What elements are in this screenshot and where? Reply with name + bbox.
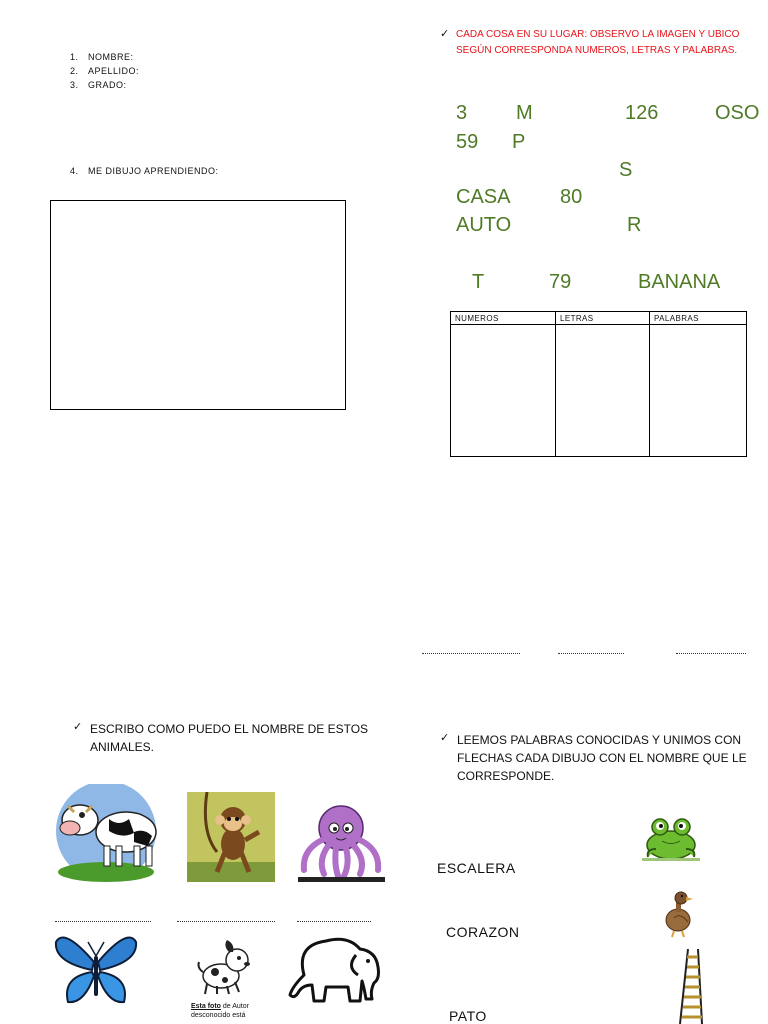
drawing-box[interactable] <box>50 200 346 410</box>
butterfly-image <box>54 932 138 1008</box>
photo-credit: Esta foto de Autor desconocido está <box>191 1003 249 1019</box>
item-casa: CASA <box>456 186 511 208</box>
check-icon: ✓ <box>73 721 83 733</box>
matching-instruction: LEEMOS PALABRAS CONOCIDAS Y UNIMOS CON FLECHAS CADA DIBUJO CON EL NOMBRE QUE LE CORRESPONDE. <box>457 733 747 783</box>
item-80: 80 <box>560 186 583 208</box>
monkey-image <box>187 792 275 882</box>
cell-numeros[interactable] <box>451 325 556 457</box>
drawing-label: 4. ME DIBUJO APRENDIENDO: <box>70 166 219 176</box>
duck-image <box>662 888 694 938</box>
answer-line[interactable] <box>55 921 151 922</box>
item-t: T <box>472 271 485 293</box>
field-nombre: 1. NOMBRE: <box>70 52 134 62</box>
photo-credit-link[interactable]: Esta foto <box>191 1003 221 1010</box>
word-corazon: CORAZON <box>446 924 520 940</box>
cow-image <box>54 784 160 884</box>
item-m: M <box>516 102 533 124</box>
word-pato: PATO <box>449 1008 487 1024</box>
check-icon: ✓ <box>440 28 450 40</box>
header-letras: LETRAS <box>556 312 650 325</box>
cell-letras[interactable] <box>556 325 650 457</box>
word-escalera: ESCALERA <box>437 860 516 876</box>
field-apellido: 2. APELLIDO: <box>70 66 140 76</box>
answer-line[interactable] <box>422 653 520 654</box>
field-grado: 3. GRADO: <box>70 80 127 90</box>
ladder-image <box>676 949 708 1024</box>
item-79: 79 <box>549 271 572 293</box>
student-info-list <box>70 50 139 92</box>
item-p: P <box>512 131 526 153</box>
item-s: S <box>619 159 633 181</box>
elephant-image <box>286 935 383 1007</box>
header-palabras: PALABRAS <box>650 312 747 325</box>
item-3: 3 <box>456 102 468 124</box>
cell-palabras[interactable] <box>650 325 747 457</box>
item-banana: BANANA <box>638 271 721 293</box>
item-oso: OSO <box>715 102 760 124</box>
answer-line[interactable] <box>558 653 624 654</box>
header-numeros: NUMEROS <box>451 312 556 325</box>
answer-line[interactable] <box>177 921 275 922</box>
octopus-image <box>298 800 385 882</box>
check-icon: ✓ <box>440 732 450 744</box>
item-59: 59 <box>456 131 479 153</box>
dog-image <box>197 940 253 996</box>
animals-instruction: ESCRIBO COMO PUEDO EL NOMBRE DE ESTOS ANIMALES. <box>90 722 369 754</box>
sorting-table <box>450 311 747 457</box>
item-auto: AUTO <box>456 214 512 236</box>
frog-image <box>642 813 700 863</box>
item-126: 126 <box>625 102 659 124</box>
item-r: R <box>627 214 642 236</box>
sorting-instruction: CADA COSA EN SU LUGAR: OBSERVO LA IMAGEN Y UBICO SEGÚN CORRESPONDA NUMEROS, LETRAS Y PALABRAS. <box>456 29 740 56</box>
answer-line[interactable] <box>297 921 371 922</box>
answer-line[interactable] <box>676 653 746 654</box>
